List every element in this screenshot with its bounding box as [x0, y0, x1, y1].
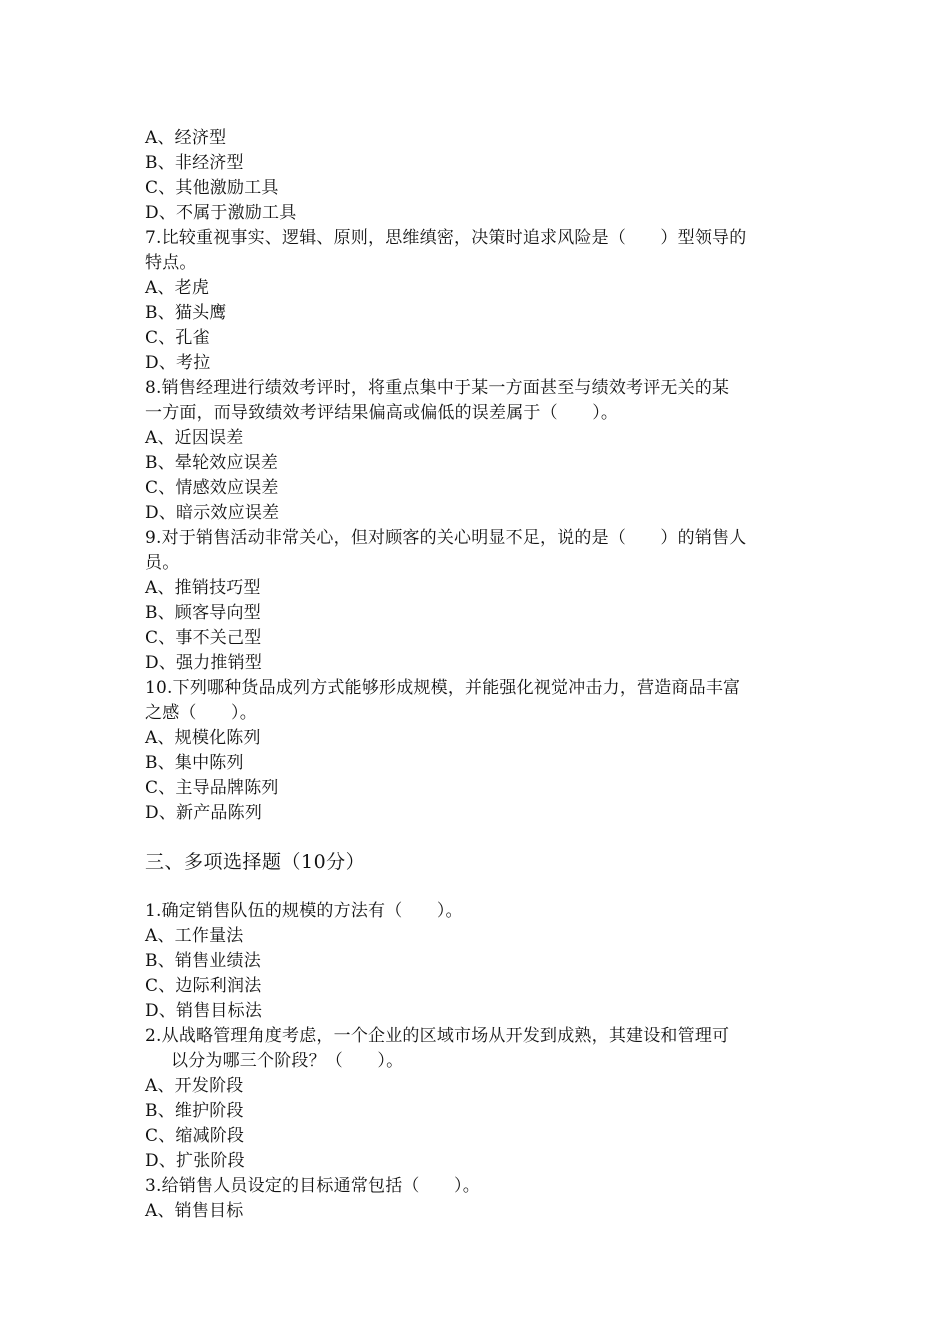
q8-text-line2: 一方面，而导致绩效考评结果偏高或偏低的误差属于（ ）。	[145, 403, 619, 423]
q7-text-line2: 特点。	[145, 253, 197, 273]
s3-q2-text-line2: 以分为哪三个阶段？（ ）。	[171, 1051, 404, 1071]
s3-q2-option-c: C、缩减阶段	[145, 1126, 245, 1146]
q10-option-d: D、新产品陈列	[145, 803, 263, 823]
q8-option-d: D、暗示效应误差	[145, 503, 280, 523]
q6-option-d: D、不属于激励工具	[145, 203, 297, 223]
q9-text-line2: 员。	[145, 553, 180, 573]
q7-option-b: B、猫头鹰	[145, 303, 227, 323]
q7-option-c: C、孔雀	[145, 328, 210, 348]
s3-q2-option-b: B、维护阶段	[145, 1101, 244, 1121]
q7-text-line1: 7.比较重视事实、逻辑、原则，思维缜密，决策时追求风险是（ ）型领导的	[145, 228, 747, 248]
s3-q1-text: 1.确定销售队伍的规模的方法有（ ）。	[145, 901, 463, 921]
q9-option-d: D、强力推销型	[145, 653, 263, 673]
q10-option-a: A、规模化陈列	[145, 728, 261, 748]
q9-option-a: A、推销技巧型	[145, 578, 261, 598]
q7-option-a: A、老虎	[145, 278, 210, 298]
s3-q2-text-line1: 2.从战略管理角度考虑，一个企业的区域市场从开发到成熟，其建设和管理可	[145, 1026, 730, 1046]
s3-q1-option-b: B、销售业绩法	[145, 951, 261, 971]
section-title-multiple-choice: 三、多项选择题（10分）	[145, 851, 366, 873]
q10-text-line2: 之感（ ）。	[145, 703, 257, 723]
q10-option-c: C、主导品牌陈列	[145, 778, 279, 798]
q9-option-b: B、顾客导向型	[145, 603, 261, 623]
s3-q3-option-a: A、销售目标	[145, 1201, 244, 1221]
q7-option-d: D、考拉	[145, 353, 211, 373]
s3-q1-option-a: A、工作量法	[145, 926, 244, 946]
s3-q2-option-a: A、开发阶段	[145, 1076, 244, 1096]
q6-option-b: B、非经济型	[145, 153, 244, 173]
q9-option-c: C、事不关己型	[145, 628, 262, 648]
q8-text-line1: 8.销售经理进行绩效考评时，将重点集中于某一方面甚至与绩效考评无关的某	[145, 378, 730, 398]
q9-text-line1: 9.对于销售活动非常关心，但对顾客的关心明显不足，说的是（ ）的销售人	[145, 528, 747, 548]
q10-text-line1: 10.下列哪种货品成列方式能够形成规模，并能强化视觉冲击力，营造商品丰富	[145, 678, 741, 698]
s3-q1-option-c: C、边际利润法	[145, 976, 262, 996]
q8-option-b: B、晕轮效应误差	[145, 453, 279, 473]
q10-option-b: B、集中陈列	[145, 753, 244, 773]
q6-option-a: A、经济型	[145, 128, 227, 148]
q8-option-c: C、情感效应误差	[145, 478, 279, 498]
s3-q2-option-d: D、扩张阶段	[145, 1151, 245, 1171]
q6-option-c: C、其他激励工具	[145, 178, 279, 198]
s3-q3-text: 3.给销售人员设定的目标通常包括（ ）。	[145, 1176, 480, 1196]
page-content	[145, 126, 810, 1224]
s3-q1-option-d: D、销售目标法	[145, 1001, 263, 1021]
q8-option-a: A、近因误差	[145, 428, 244, 448]
